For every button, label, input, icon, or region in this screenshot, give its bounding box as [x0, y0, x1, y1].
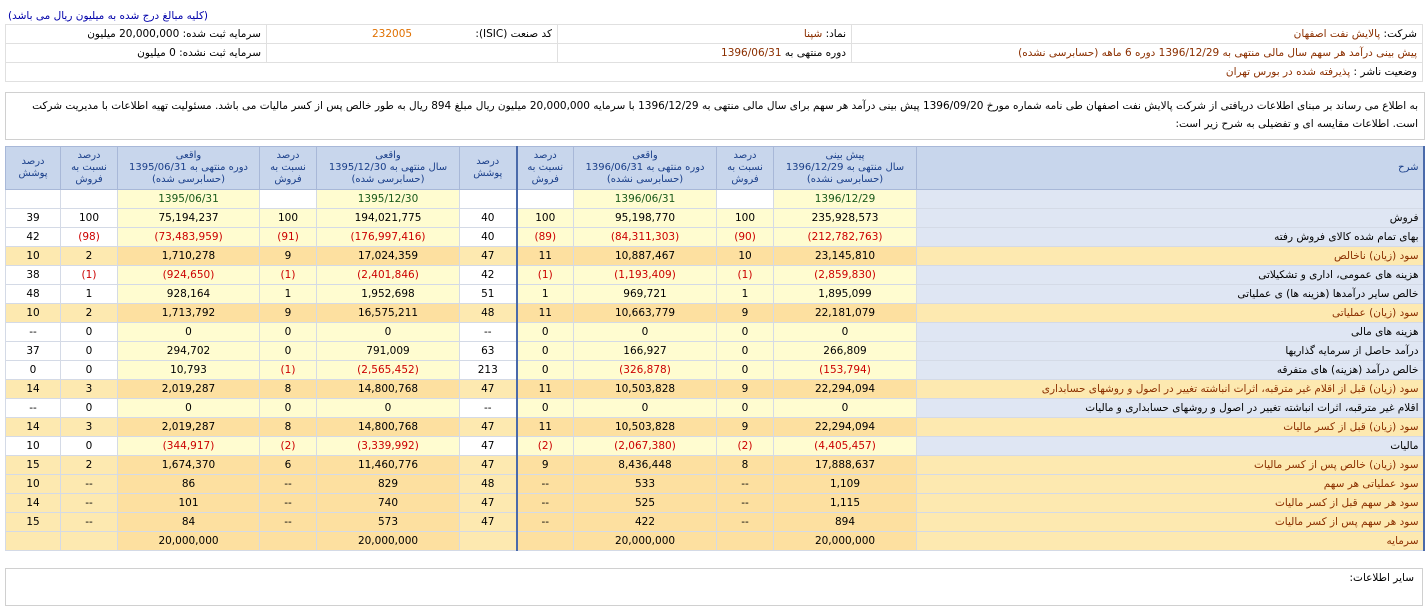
- other-info-label: سایر اطلاعات:: [1349, 572, 1414, 584]
- table-cell: 22,181,079: [774, 304, 917, 323]
- table-cell: 20,000,000: [118, 532, 260, 551]
- period-cell: دوره منتهی به 1396/06/31: [558, 44, 852, 63]
- row-label: هزینه های عمومی، اداری و تشکیلاتی: [917, 266, 1424, 285]
- table-row: [6, 304, 1424, 323]
- table-cell: 14: [6, 380, 61, 399]
- table-cell: 100: [260, 209, 317, 228]
- table-cell: 20,000,000: [317, 532, 460, 551]
- table-cell: 8: [260, 418, 317, 437]
- row-label: سود هر سهم قبل از کسر مالیات: [917, 494, 1424, 513]
- table-cell: 525: [574, 494, 717, 513]
- table-cell: --: [517, 494, 574, 513]
- table-cell: 10,887,467: [574, 247, 717, 266]
- table-row: [6, 247, 1424, 266]
- table-cell: 3: [61, 418, 118, 437]
- table-cell: 1,674,370: [118, 456, 260, 475]
- table-cell: 9: [717, 380, 774, 399]
- table-cell: (89): [517, 228, 574, 247]
- table-cell: 9: [260, 247, 317, 266]
- table-row: [6, 437, 1424, 456]
- table-cell: (2): [260, 437, 317, 456]
- table-cell: (2,565,452): [317, 361, 460, 380]
- table-cell: (84,311,303): [574, 228, 717, 247]
- table-row: [6, 266, 1424, 285]
- table-row: [6, 342, 1424, 361]
- table-cell: 0: [574, 323, 717, 342]
- table-cell: (3,339,992): [317, 437, 460, 456]
- symbol-value: شپنا: [803, 28, 823, 40]
- table-row: [6, 399, 1424, 418]
- table-cell: 1: [61, 285, 118, 304]
- table-cell: 14: [6, 494, 61, 513]
- row-label: سود (زیان) ناخالص: [917, 247, 1424, 266]
- table-cell: 0: [61, 399, 118, 418]
- row-label: سود (زیان) عملیاتی: [917, 304, 1424, 323]
- table-cell: 8: [260, 380, 317, 399]
- table-cell: 16,575,211: [317, 304, 460, 323]
- table-cell: 573: [317, 513, 460, 532]
- table-cell: (344,917): [118, 437, 260, 456]
- row-label: درآمد حاصل از سرمایه گذاریها: [917, 342, 1424, 361]
- table-row: [6, 532, 1424, 551]
- company-cell: شرکت: پالایش نفت اصفهان: [852, 25, 1423, 44]
- table-cell: 15: [6, 456, 61, 475]
- table-cell: (98): [61, 228, 118, 247]
- date-cell: 1395/06/31: [118, 190, 260, 209]
- table-cell: 0: [574, 399, 717, 418]
- table-cell: 740: [317, 494, 460, 513]
- table-row: [6, 209, 1424, 228]
- top-fragment: [1178, 0, 1188, 5]
- table-cell: 969,721: [574, 285, 717, 304]
- table-cell: (153,794): [774, 361, 917, 380]
- other-info-box: [5, 568, 1423, 606]
- table-row: [6, 323, 1424, 342]
- table-cell: (73,483,959): [118, 228, 260, 247]
- table-cell: (2,859,830): [774, 266, 917, 285]
- table-cell: 14,800,768: [317, 380, 460, 399]
- period-value: 1396/06/31: [721, 47, 782, 59]
- row-label: خالص درآمد (هزینه) های متفرقه: [917, 361, 1424, 380]
- header-actual-prev-6m: واقعی دوره منتهی به 1395/06/31 (حسابرسی شده): [118, 147, 260, 190]
- table-cell: (1): [61, 266, 118, 285]
- table-cell: 11: [517, 418, 574, 437]
- table-cell: 11: [517, 380, 574, 399]
- table-cell: (212,782,763): [774, 228, 917, 247]
- table-cell: 894: [774, 513, 917, 532]
- table-cell: 0: [717, 399, 774, 418]
- table-cell: (1): [717, 266, 774, 285]
- table-cell: 15: [6, 513, 61, 532]
- table-cell: --: [6, 323, 61, 342]
- date-cell: 1395/12/30: [317, 190, 460, 209]
- table-cell: 1,952,698: [317, 285, 460, 304]
- company-name: پالایش نفت اصفهان: [1293, 28, 1381, 40]
- table-cell: (2): [717, 437, 774, 456]
- table-cell: 0: [517, 342, 574, 361]
- table-cell: 22,294,094: [774, 380, 917, 399]
- table-cell: 1,115: [774, 494, 917, 513]
- table-cell: 9: [260, 304, 317, 323]
- table-cell: 0: [61, 437, 118, 456]
- table-cell: [6, 532, 61, 551]
- table-cell: 266,809: [774, 342, 917, 361]
- table-cell: 51: [460, 285, 517, 304]
- table-cell: (176,997,416): [317, 228, 460, 247]
- table-cell: 0: [61, 323, 118, 342]
- table-cell: 6: [260, 456, 317, 475]
- table-cell: 0: [517, 399, 574, 418]
- table-cell: 101: [118, 494, 260, 513]
- table-row: [6, 285, 1424, 304]
- row-label: هزینه های مالی: [917, 323, 1424, 342]
- date-cell: 1396/12/29: [774, 190, 917, 209]
- table-cell: [260, 532, 317, 551]
- table-cell: 0: [118, 323, 260, 342]
- table-cell: 294,702: [118, 342, 260, 361]
- header-actual-year: واقعی سال منتهی به 1395/12/30 (حسابرسی شده): [317, 147, 460, 190]
- table-cell: 9: [717, 418, 774, 437]
- table-cell: (1): [517, 266, 574, 285]
- table-cell: 11: [517, 304, 574, 323]
- table-cell: 20,000,000: [574, 532, 717, 551]
- table-cell: 95,198,770: [574, 209, 717, 228]
- registered-capital-cell: سرمایه ثبت شده: 20,000,000 میلیون: [6, 25, 267, 44]
- isic-cell: کد صنعت (ISIC): 232005: [267, 25, 558, 44]
- table-cell: 17,024,359: [317, 247, 460, 266]
- table-row: [6, 513, 1424, 532]
- table-cell: 166,927: [574, 342, 717, 361]
- table-cell: 235,928,573: [774, 209, 917, 228]
- table-cell: 86: [118, 475, 260, 494]
- table-cell: 2: [61, 304, 118, 323]
- table-cell: 47: [460, 494, 517, 513]
- symbol-cell: نماد: شپنا: [558, 25, 852, 44]
- table-cell: [61, 532, 118, 551]
- table-cell: 22,294,094: [774, 418, 917, 437]
- row-label: سود (زیان) قبل از کسر مالیات: [917, 418, 1424, 437]
- table-cell: 0: [61, 361, 118, 380]
- table-row: [6, 418, 1424, 437]
- table-cell: 38: [6, 266, 61, 285]
- table-row: [6, 494, 1424, 513]
- header-desc: شرح: [917, 147, 1424, 190]
- table-cell: 0: [260, 399, 317, 418]
- table-cell: 0: [774, 323, 917, 342]
- unregistered-capital-cell: سرمایه ثبت نشده: 0 میلیون: [6, 44, 267, 63]
- table-cell: 0: [517, 323, 574, 342]
- table-row: [6, 380, 1424, 399]
- table-cell: 10,793: [118, 361, 260, 380]
- table-cell: 928,164: [118, 285, 260, 304]
- unregistered-capital-value: 0 میلیون: [137, 47, 176, 59]
- table-cell: 1,710,278: [118, 247, 260, 266]
- table-cell: 37: [6, 342, 61, 361]
- row-label: فروش: [917, 209, 1424, 228]
- table-cell: 533: [574, 475, 717, 494]
- table-cell: 20,000,000: [774, 532, 917, 551]
- table-cell: --: [260, 494, 317, 513]
- table-cell: 39: [6, 209, 61, 228]
- table-cell: 213: [460, 361, 517, 380]
- table-cell: 1,895,099: [774, 285, 917, 304]
- table-cell: 0: [317, 399, 460, 418]
- table-cell: 0: [717, 323, 774, 342]
- table-cell: 84: [118, 513, 260, 532]
- table-cell: 1: [260, 285, 317, 304]
- table-cell: (91): [260, 228, 317, 247]
- header-pct-sales: درصد نسبت به فروش: [61, 147, 118, 190]
- table-cell: 11,460,776: [317, 456, 460, 475]
- table-cell: (2,067,380): [574, 437, 717, 456]
- table-row: [6, 228, 1424, 247]
- table-cell: (924,650): [118, 266, 260, 285]
- table-cell: 1,713,792: [118, 304, 260, 323]
- table-cell: 100: [717, 209, 774, 228]
- table-cell: 42: [6, 228, 61, 247]
- table-cell: 0: [118, 399, 260, 418]
- table-cell: 1,109: [774, 475, 917, 494]
- table-cell: 47: [460, 437, 517, 456]
- table-cell: (90): [717, 228, 774, 247]
- table-cell: 40: [460, 228, 517, 247]
- table-cell: (1): [260, 266, 317, 285]
- table-cell: --: [260, 513, 317, 532]
- header-forecast: پیش بینی سال منتهی به 1396/12/29 (حسابرسی نشده): [774, 147, 917, 190]
- table-cell: 9: [717, 304, 774, 323]
- table-cell: 10: [717, 247, 774, 266]
- table-cell: 9: [517, 456, 574, 475]
- table-cell: 791,009: [317, 342, 460, 361]
- table-cell: 0: [6, 361, 61, 380]
- table-row: [6, 361, 1424, 380]
- table-cell: 10: [6, 437, 61, 456]
- table-cell: --: [61, 494, 118, 513]
- table-cell: 1: [517, 285, 574, 304]
- row-label: مالیات: [917, 437, 1424, 456]
- currency-note: (کلیه مبالغ درج شده به میلیون ریال می باشد): [8, 10, 209, 22]
- row-label: سود (زیان) قبل از اقلام غیر مترقبه، اثرات انباشته تغییر در اصول و روشهای حسابداری: [917, 380, 1424, 399]
- status-cell: وضعیت ناشر : پذیرفته شده در بورس تهران: [6, 63, 1423, 82]
- table-cell: 10,503,828: [574, 380, 717, 399]
- table-cell: 0: [260, 342, 317, 361]
- table-cell: 23,145,810: [774, 247, 917, 266]
- table-cell: 8,436,448: [574, 456, 717, 475]
- table-cell: 10: [6, 247, 61, 266]
- table-cell: 194,021,775: [317, 209, 460, 228]
- table-cell: 0: [260, 323, 317, 342]
- table-cell: 63: [460, 342, 517, 361]
- registered-capital-value: 20,000,000 میلیون: [87, 28, 180, 40]
- table-cell: (1): [260, 361, 317, 380]
- table-row: [6, 475, 1424, 494]
- table-cell: 11: [517, 247, 574, 266]
- row-label: سرمایه: [917, 532, 1424, 551]
- description-box: به اطلاع می رساند بر مبنای اطلاعات دریافتی از شرکت پالایش نفت اصفهان طی نامه شماره مورخ 1396/09/20 پیش بینی درآمد هر سهم برای سال مالی منتهی به 1396/12/29 با سرمایه 20,000,000 میلیون ریال مبلغ 894 ریال به طور خالص پس از کسر مالیات می باشد. مسئولیت تهیه اطلاعات با مدیریت شرکت است. اطلاعات مقایسه ای و تفضیلی به شرح زیر است:: [5, 92, 1425, 140]
- table-cell: [460, 532, 517, 551]
- row-label: سود عملیاتی هر سهم: [917, 475, 1424, 494]
- table-cell: 829: [317, 475, 460, 494]
- header-row: [6, 147, 1424, 190]
- table-cell: --: [460, 399, 517, 418]
- header-actual-6m: واقعی دوره منتهی به 1396/06/31 (حسابرسی نشده): [574, 147, 717, 190]
- row-label: سود (زیان) خالص پس از کسر مالیات: [917, 456, 1424, 475]
- table-cell: --: [61, 475, 118, 494]
- table-cell: 47: [460, 513, 517, 532]
- table-cell: [517, 532, 574, 551]
- table-cell: (2): [517, 437, 574, 456]
- table-cell: --: [61, 513, 118, 532]
- table-cell: 2: [61, 456, 118, 475]
- table-cell: 47: [460, 456, 517, 475]
- table-cell: (1,193,409): [574, 266, 717, 285]
- header-coverage: درصد پوشش: [6, 147, 61, 190]
- table-cell: --: [717, 475, 774, 494]
- table-cell: 2: [61, 247, 118, 266]
- table-cell: 0: [717, 342, 774, 361]
- table-cell: --: [517, 475, 574, 494]
- table-cell: 10: [6, 304, 61, 323]
- date-cell: 1396/06/31: [574, 190, 717, 209]
- table-cell: 3: [61, 380, 118, 399]
- table-cell: 0: [517, 361, 574, 380]
- top-strip: [0, 0, 1428, 8]
- header-pct-sales: درصد نسبت به فروش: [260, 147, 317, 190]
- table-cell: 100: [517, 209, 574, 228]
- forecast-text: پیش بینی درآمد هر سهم سال مالی منتهی به 1396/12/29 دوره 6 ماهه (حسابرسی نشده): [1018, 47, 1417, 59]
- header-pct-sales: درصد نسبت به فروش: [717, 147, 774, 190]
- table-cell: 10: [6, 475, 61, 494]
- table-cell: --: [717, 494, 774, 513]
- table-cell: 48: [6, 285, 61, 304]
- row-label: بهای تمام شده کالای فروش رفته: [917, 228, 1424, 247]
- table-cell: 10,663,779: [574, 304, 717, 323]
- table-row: [6, 456, 1424, 475]
- table-cell: 42: [460, 266, 517, 285]
- table-cell: 100: [61, 209, 118, 228]
- table-cell: --: [6, 399, 61, 418]
- table-cell: 422: [574, 513, 717, 532]
- financial-table: [5, 146, 1425, 551]
- row-label: اقلام غیر مترقبه، اثرات انباشته تغییر در اصول و روشهای حسابداری و مالیات: [917, 399, 1424, 418]
- table-cell: 47: [460, 380, 517, 399]
- table-cell: --: [260, 475, 317, 494]
- table-cell: 10,503,828: [574, 418, 717, 437]
- table-cell: (326,878): [574, 361, 717, 380]
- table-cell: (2,401,846): [317, 266, 460, 285]
- table-cell: --: [517, 513, 574, 532]
- table-cell: 48: [460, 304, 517, 323]
- table-cell: 0: [774, 399, 917, 418]
- row-label: خالص سایر درآمدها (هزینه ها) ی عملیاتی: [917, 285, 1424, 304]
- table-cell: [717, 532, 774, 551]
- table-cell: 14: [6, 418, 61, 437]
- table-cell: 17,888,637: [774, 456, 917, 475]
- table-cell: --: [460, 323, 517, 342]
- table-cell: 48: [460, 475, 517, 494]
- forecast-cell: [852, 44, 1423, 63]
- date-row: [6, 190, 1424, 209]
- header-coverage: درصد پوشش: [460, 147, 517, 190]
- table-cell: 0: [717, 361, 774, 380]
- table-cell: 2,019,287: [118, 380, 260, 399]
- table-cell: 0: [317, 323, 460, 342]
- table-cell: 2,019,287: [118, 418, 260, 437]
- table-cell: 75,194,237: [118, 209, 260, 228]
- table-cell: 8: [717, 456, 774, 475]
- table-cell: --: [717, 513, 774, 532]
- isic-value: 232005: [371, 28, 413, 40]
- table-cell: 40: [460, 209, 517, 228]
- table-cell: 47: [460, 418, 517, 437]
- table-cell: 0: [61, 342, 118, 361]
- row-label: سود هر سهم پس از کسر مالیات: [917, 513, 1424, 532]
- table-cell: 14,800,768: [317, 418, 460, 437]
- table-cell: 47: [460, 247, 517, 266]
- status-value: پذیرفته شده در بورس تهران: [1225, 66, 1351, 78]
- header-pct-sales: درصد نسبت به فروش: [517, 147, 574, 190]
- company-info-table: [5, 24, 1423, 82]
- table-cell: 1: [717, 285, 774, 304]
- table-cell: (4,405,457): [774, 437, 917, 456]
